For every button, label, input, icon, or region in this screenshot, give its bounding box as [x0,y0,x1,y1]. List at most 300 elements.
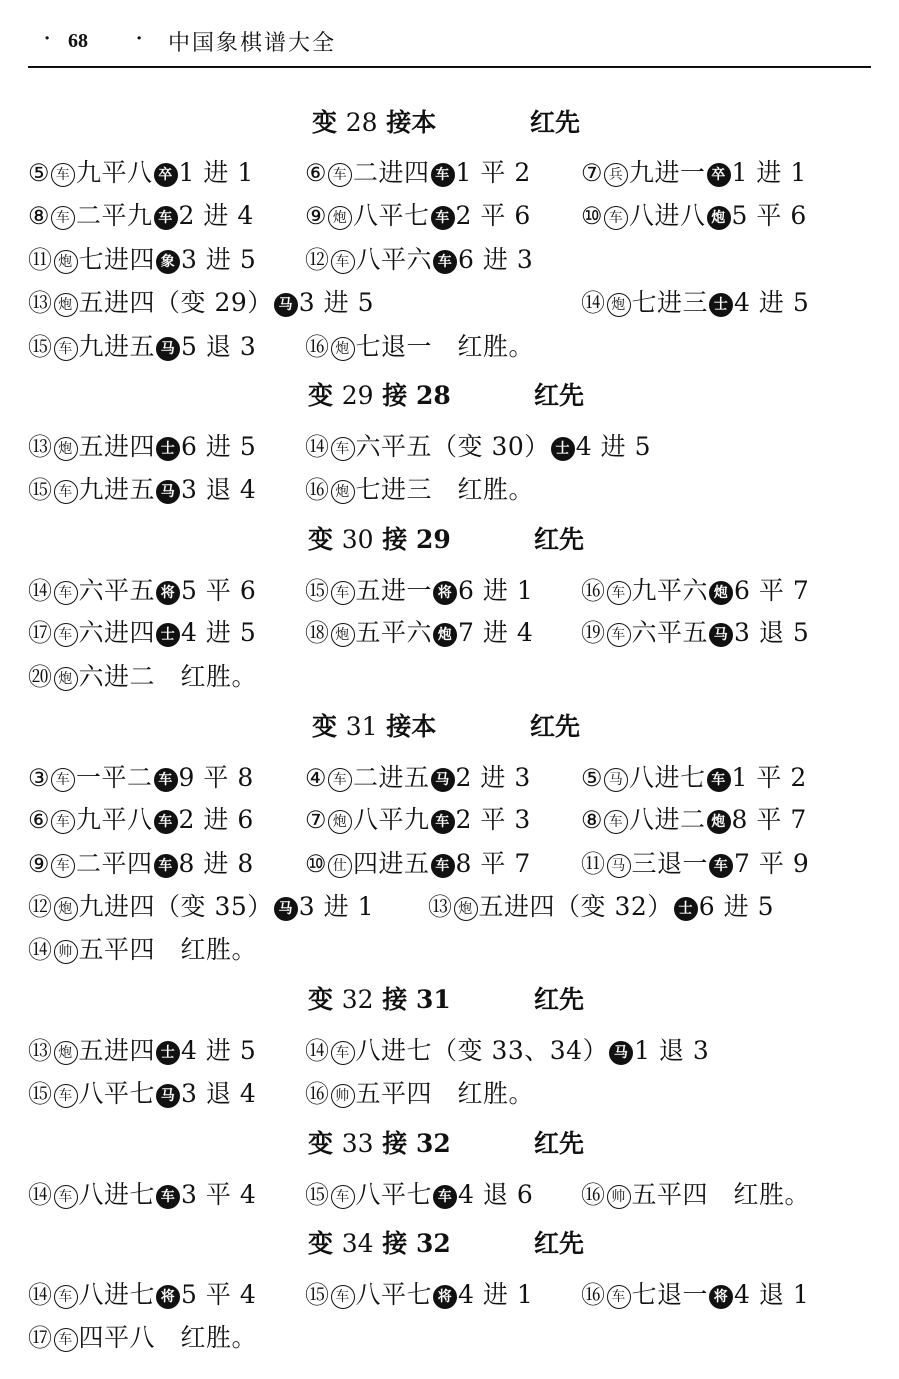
move-entry [305,844,531,884]
section-title-prefix: 变 [312,712,338,741]
section-variation-number: 33 [341,1129,374,1158]
black-piece-icon: 车 [154,854,178,878]
black-piece-icon: 卒 [154,163,178,187]
move-row [28,240,871,280]
move-entry [305,758,531,798]
red-move-text: 七进四 [78,245,156,274]
move-number: ⑰ [28,619,53,647]
move-number: ⑭ [28,936,53,964]
black-move-text: 2 进 4 [178,201,254,230]
red-piece-icon: 车 [54,1084,78,1108]
black-move-text: 4 进 5 [734,288,810,317]
red-piece-icon: 车 [607,581,631,605]
move-entry [28,571,256,611]
move-row [28,758,871,798]
red-piece-icon: 马 [607,854,631,878]
red-move-text: 五平四 红胜。 [631,1180,811,1209]
move-entry [305,800,531,840]
move-number: ⑬ [28,289,53,317]
black-move-text: 4 退 1 [734,1280,810,1309]
black-move-text: 6 进 1 [458,576,534,605]
black-move-text: 2 进 3 [455,763,531,792]
section-title-prefix: 变 [308,525,334,554]
black-piece-icon: 车 [154,768,178,792]
red-move-text: 八平七 [78,1079,156,1108]
black-move-text: 3 进 1 [298,892,374,921]
side-to-move: 红先 [530,108,581,137]
black-move-text: 1 平 2 [731,763,807,792]
black-piece-icon: 车 [154,206,178,230]
red-piece-icon: 炮 [54,897,78,921]
section-title-suffix: 接 31 [382,985,451,1014]
red-move-text: 八平九 [353,805,430,834]
black-piece-icon: 马 [274,293,298,317]
move-number: ⑬ [428,893,453,921]
move-number: ⑪ [28,246,53,274]
black-piece-icon: 车 [433,1185,457,1209]
move-number: ⑫ [305,246,330,274]
red-piece-icon: 车 [607,623,631,647]
move-entry [305,470,534,510]
black-piece-icon: 马 [156,337,180,361]
move-entry [28,240,256,280]
section-heading [312,103,612,143]
move-entry [305,1175,533,1215]
move-number: ⑦ [305,806,328,834]
black-piece-icon: 将 [433,1285,457,1309]
black-move-text: 4 进 5 [575,432,651,461]
move-number: ④ [305,764,328,792]
black-move-text: 4 退 6 [458,1180,534,1209]
red-move-text: 二进四 [353,158,430,187]
move-entry [581,196,807,236]
black-piece-icon: 马 [274,897,298,921]
red-piece-icon: 炮 [328,206,352,230]
section-variation-number: 29 [341,381,374,410]
red-piece-icon: 车 [328,163,352,187]
move-entry [305,1275,533,1315]
move-entry [305,196,531,236]
red-move-text: 二平四 [76,849,153,878]
section-title-suffix: 接 32 [382,1129,451,1158]
move-number: ⑩ [305,850,328,878]
move-row [28,657,871,697]
move-number: ⑨ [305,202,328,230]
red-move-text: 九进四（变 35） [78,892,273,921]
move-number: ⑯ [581,577,606,605]
move-row [28,1318,871,1358]
black-move-text: 7 平 9 [734,849,810,878]
move-number: ⑥ [28,806,51,834]
move-entry [428,887,774,927]
red-piece-icon: 炮 [54,293,78,317]
section-title-prefix: 变 [308,1129,334,1158]
black-move-text: 6 进 3 [458,245,534,274]
black-move-text: 1 平 2 [455,158,531,187]
red-piece-icon: 车 [51,768,75,792]
section-heading [308,376,608,416]
move-number: ⑮ [28,333,53,361]
red-move-text: 八进七（变 33、34） [355,1036,609,1065]
black-move-text: 8 平 7 [455,849,531,878]
red-move-text: 九进一 [629,158,706,187]
red-piece-icon: 车 [604,810,628,834]
section-title-suffix: 接 29 [382,525,451,554]
side-to-move: 红先 [534,1229,585,1258]
move-entry [28,196,254,236]
red-piece-icon: 车 [51,206,75,230]
header-bullet-left: · [44,28,51,49]
black-piece-icon: 象 [156,250,180,274]
black-move-text: 6 进 5 [698,892,774,921]
red-piece-icon: 车 [54,1328,78,1352]
black-piece-icon: 车 [709,854,733,878]
move-number: ⑰ [28,1324,53,1352]
move-row [28,1031,871,1071]
move-row [28,571,871,611]
move-row [28,844,871,884]
move-number: ⑥ [305,159,328,187]
move-number: ⑪ [581,850,606,878]
move-entry [28,844,254,884]
section-title-suffix: 接本 [386,712,437,741]
side-to-move: 红先 [534,525,585,554]
black-piece-icon: 士 [674,897,698,921]
move-row [28,613,871,653]
red-piece-icon: 炮 [331,337,355,361]
section-variation-number: 30 [341,525,374,554]
section-heading [308,1124,608,1164]
red-piece-icon: 车 [331,1041,355,1065]
black-piece-icon: 车 [154,810,178,834]
move-entry [305,327,534,367]
red-move-text: 五进四（变 32） [478,892,673,921]
section-title-suffix: 接本 [386,108,437,137]
red-move-text: 五进四 [78,1036,156,1065]
red-move-text: 八平七 [355,1180,433,1209]
move-number: ⑳ [28,663,53,691]
move-number: ③ [28,764,51,792]
move-entry [28,613,256,653]
red-piece-icon: 车 [54,337,78,361]
move-entry [581,800,807,840]
move-number: ⑭ [581,289,606,317]
black-piece-icon: 车 [431,163,455,187]
move-number: ⑮ [28,1080,53,1108]
section-title [308,1124,451,1164]
move-number: ⑭ [305,1037,330,1065]
move-number: ⑤ [581,764,604,792]
move-entry [581,613,809,653]
move-number: ⑮ [305,1281,330,1309]
move-row [28,1275,871,1315]
section-title-prefix: 变 [308,1229,334,1258]
move-number: ⑯ [305,476,330,504]
black-move-text: 1 进 1 [178,158,254,187]
header-bullet-right: · [136,28,143,49]
move-row [28,1074,871,1114]
black-piece-icon: 炮 [709,581,733,605]
red-move-text: 八平七 [355,1280,433,1309]
black-piece-icon: 马 [156,480,180,504]
red-piece-icon: 车 [54,623,78,647]
red-move-text: 五平四 红胜。 [355,1079,535,1108]
black-move-text: 2 平 3 [455,805,531,834]
move-number: ⑮ [305,1181,330,1209]
red-piece-icon: 车 [51,854,75,878]
move-entry [305,153,531,193]
move-row [28,1175,871,1215]
red-move-text: 六进四 [78,618,156,647]
move-entry [305,240,533,280]
red-piece-icon: 炮 [328,810,352,834]
section-title [308,980,451,1020]
red-piece-icon: 帅 [331,1084,355,1108]
red-piece-icon: 炮 [54,437,78,461]
move-row [28,887,871,927]
section-title-prefix: 变 [312,108,338,137]
black-move-text: 5 退 3 [181,332,257,361]
section-title-suffix: 接 32 [382,1229,451,1258]
red-move-text: 六平五 [78,576,156,605]
move-number: ⑭ [28,577,53,605]
book-title: 中国象棋谱大全 [168,31,337,56]
black-piece-icon: 炮 [433,623,457,647]
move-entry [28,930,257,970]
black-piece-icon: 卒 [707,163,731,187]
black-move-text: 6 进 5 [181,432,257,461]
move-number: ⑭ [28,1281,53,1309]
black-piece-icon: 车 [156,1185,180,1209]
red-move-text: 八平六 [355,245,433,274]
red-piece-icon: 车 [331,1285,355,1309]
red-move-text: 八进七 [78,1280,156,1309]
red-piece-icon: 炮 [454,897,478,921]
move-entry [28,800,254,840]
side-to-move: 红先 [534,985,585,1014]
black-piece-icon: 马 [156,1084,180,1108]
red-piece-icon: 炮 [54,250,78,274]
black-move-text: 5 平 6 [731,201,807,230]
red-move-text: 五进四 [78,432,156,461]
black-move-text: 4 进 1 [458,1280,534,1309]
red-move-text: 五平六 [355,618,433,647]
red-move-text: 三退一 [631,849,709,878]
move-number: ⑯ [581,1181,606,1209]
move-entry [581,283,809,323]
black-move-text: 2 平 6 [455,201,531,230]
black-move-text: 4 进 5 [181,618,257,647]
red-move-text: 七进三 红胜。 [355,475,535,504]
move-row [28,283,871,323]
move-entry [581,758,807,798]
move-number: ⑬ [28,433,53,461]
side-to-move: 红先 [530,712,581,741]
move-entry [28,1275,256,1315]
section-title [312,103,436,143]
black-piece-icon: 炮 [707,206,731,230]
red-piece-icon: 车 [51,163,75,187]
move-number: ⑩ [581,202,604,230]
move-row [28,930,871,970]
move-number: ⑱ [305,619,330,647]
move-number: ⑯ [305,1080,330,1108]
move-row [28,196,871,236]
move-entry [305,613,533,653]
red-move-text: 九进五 [78,332,156,361]
red-piece-icon: 车 [604,206,628,230]
black-move-text: 7 进 4 [458,618,534,647]
red-piece-icon: 车 [51,810,75,834]
red-move-text: 七退一 [631,1280,709,1309]
section-title [308,376,451,416]
black-move-text: 5 平 6 [181,576,257,605]
move-entry [28,283,374,323]
red-move-text: 一平二 [76,763,153,792]
red-move-text: 八进七 [78,1180,156,1209]
red-piece-icon: 车 [54,581,78,605]
move-number: ⑯ [581,1281,606,1309]
black-piece-icon: 将 [709,1285,733,1309]
black-move-text: 3 退 4 [181,1079,257,1108]
section-variation-number: 31 [345,712,378,741]
black-piece-icon: 士 [156,1041,180,1065]
black-piece-icon: 将 [156,581,180,605]
page-number: 68 [68,30,88,52]
red-piece-icon: 帅 [607,1185,631,1209]
move-entry [28,1031,256,1071]
move-entry [305,1031,709,1071]
section-variation-number: 34 [341,1229,374,1258]
red-piece-icon: 炮 [331,623,355,647]
red-piece-icon: 仕 [328,854,352,878]
move-entry [28,327,256,367]
black-move-text: 4 进 5 [181,1036,257,1065]
move-entry [581,1275,809,1315]
move-number: ⑲ [581,619,606,647]
red-move-text: 七退一 红胜。 [355,332,535,361]
move-number: ⑫ [28,893,53,921]
red-move-text: 八进七 [629,763,706,792]
move-entry [581,1175,810,1215]
red-move-text: 四进五 [353,849,430,878]
red-move-text: 二平九 [76,201,153,230]
section-heading [308,1224,608,1264]
move-number: ⑯ [305,333,330,361]
red-move-text: 五进四（变 29） [78,288,273,317]
black-move-text: 1 进 1 [731,158,807,187]
move-entry [28,1074,256,1114]
red-move-text: 六平五 [631,618,709,647]
section-title-suffix: 接 28 [382,381,451,410]
section-title [308,1224,451,1264]
move-number: ⑮ [28,476,53,504]
move-entry [28,1175,256,1215]
red-piece-icon: 车 [54,1285,78,1309]
red-piece-icon: 车 [331,1185,355,1209]
black-piece-icon: 车 [433,250,457,274]
move-number: ⑤ [28,159,51,187]
move-entry [305,1074,534,1114]
black-piece-icon: 士 [156,437,180,461]
move-row [28,153,871,193]
red-piece-icon: 车 [328,768,352,792]
move-entry [28,153,254,193]
black-piece-icon: 将 [433,581,457,605]
black-piece-icon: 马 [431,768,455,792]
move-entry [28,470,256,510]
red-move-text: 二进五 [353,763,430,792]
move-entry [28,887,374,927]
section-title-prefix: 变 [308,985,334,1014]
black-piece-icon: 车 [431,854,455,878]
black-move-text: 3 退 5 [734,618,810,647]
red-move-text: 八进二 [629,805,706,834]
red-piece-icon: 车 [331,581,355,605]
move-row [28,427,871,467]
black-move-text: 9 平 8 [178,763,254,792]
section-heading [312,707,612,747]
move-entry [305,571,533,611]
red-piece-icon: 炮 [607,293,631,317]
black-move-text: 3 进 5 [298,288,374,317]
move-number: ⑭ [305,433,330,461]
move-number: ⑭ [28,1181,53,1209]
red-piece-icon: 车 [331,250,355,274]
move-entry [28,758,254,798]
move-row [28,470,871,510]
red-move-text: 六平五（变 30） [355,432,550,461]
move-number: ⑨ [28,850,51,878]
black-move-text: 8 平 7 [731,805,807,834]
red-piece-icon: 车 [607,1285,631,1309]
move-number: ⑧ [581,806,604,834]
section-variation-number: 28 [345,108,378,137]
red-piece-icon: 炮 [331,480,355,504]
red-piece-icon: 车 [54,1185,78,1209]
move-number: ⑬ [28,1037,53,1065]
black-move-text: 8 进 8 [178,849,254,878]
red-piece-icon: 马 [604,768,628,792]
red-move-text: 八平七 [353,201,430,230]
move-entry [305,427,651,467]
section-title-prefix: 变 [308,381,334,410]
section-heading [308,520,608,560]
red-move-text: 七进三 [631,288,709,317]
move-entry [581,844,809,884]
red-move-text: 八进八 [629,201,706,230]
red-piece-icon: 炮 [54,1041,78,1065]
side-to-move: 红先 [534,381,585,410]
red-piece-icon: 车 [331,437,355,461]
red-move-text: 九平八 [76,158,153,187]
black-piece-icon: 将 [156,1285,180,1309]
black-piece-icon: 马 [709,623,733,647]
black-move-text: 1 退 3 [634,1036,710,1065]
red-piece-icon: 车 [54,480,78,504]
red-move-text: 五进一 [355,576,433,605]
section-title [312,707,436,747]
section-heading [308,980,608,1020]
move-number: ⑦ [581,159,604,187]
move-entry [581,153,807,193]
black-piece-icon: 士 [709,293,733,317]
black-piece-icon: 车 [431,206,455,230]
move-number: ⑮ [305,577,330,605]
black-piece-icon: 车 [431,810,455,834]
section-variation-number: 32 [341,985,374,1014]
page-header [28,22,871,68]
